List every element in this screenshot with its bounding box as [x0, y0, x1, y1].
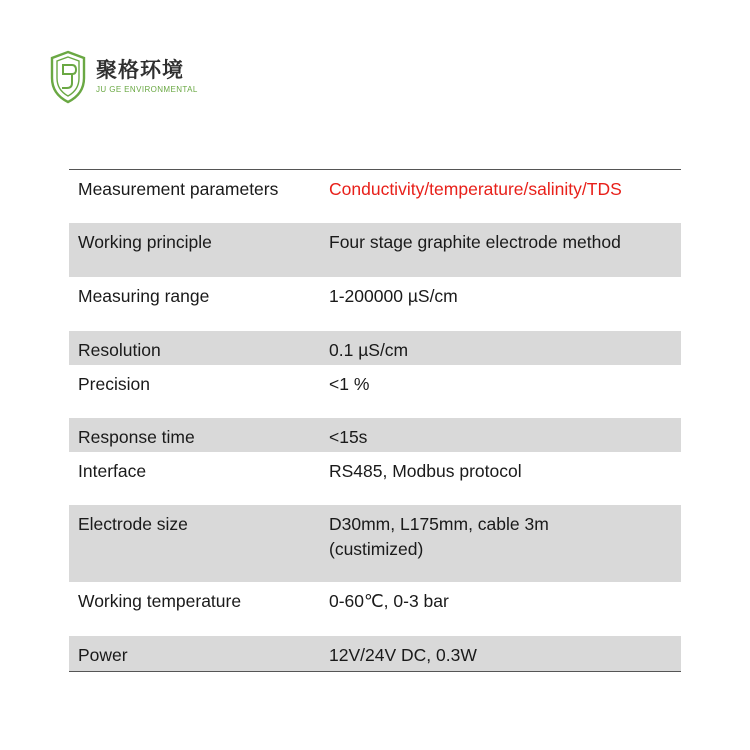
- spec-label: Interface: [78, 461, 147, 481]
- spec-value: Four stage graphite electrode method: [329, 232, 621, 252]
- spec-row-precision: [69, 365, 681, 418]
- spec-label: Power: [78, 645, 128, 665]
- spec-row-measurement-parameters: [69, 170, 681, 223]
- spec-row-resolution: [69, 331, 681, 365]
- spec-row-interface: [69, 452, 681, 505]
- spec-row-measuring-range: [69, 277, 681, 331]
- brand-name-cn: 聚格环境: [96, 58, 184, 82]
- spec-value: 0-60℃, 0-3 bar: [329, 591, 449, 611]
- spec-value: D30mm, L175mm, cable 3m: [329, 514, 549, 534]
- spec-value: 0.1 µS/cm: [329, 340, 409, 360]
- spec-value: <1 %: [329, 374, 370, 394]
- spec-label: Precision: [78, 374, 150, 394]
- spec-value: <15s: [329, 427, 368, 447]
- spec-value: 12V/24V DC, 0.3W: [329, 645, 477, 665]
- spec-label: Working principle: [78, 232, 212, 252]
- shield-logo-icon: [48, 50, 88, 104]
- spec-label: Electrode size: [78, 514, 188, 534]
- spec-row-electrode-size: [69, 505, 681, 582]
- spec-row-working-temperature: [69, 582, 681, 636]
- spec-label: Response time: [78, 427, 195, 447]
- brand-logo: [48, 50, 198, 104]
- spec-value-line2: (custimized): [329, 539, 424, 559]
- spec-table: [69, 169, 681, 672]
- spec-row-working-principle: [69, 223, 681, 277]
- spec-row-power: [69, 636, 681, 671]
- spec-label: Measuring range: [78, 286, 210, 306]
- brand-name-en: JU GE ENVIRONMENTAL: [96, 85, 198, 94]
- spec-label: Resolution: [78, 340, 161, 360]
- spec-label: Measurement parameters: [78, 179, 279, 199]
- spec-row-response-time: [69, 418, 681, 452]
- spec-value: Conductivity/temperature/salinity/TDS: [329, 179, 622, 199]
- spec-value: 1-200000 µS/cm: [329, 286, 458, 306]
- spec-label: Working temperature: [78, 591, 242, 611]
- spec-value: RS485, Modbus protocol: [329, 461, 522, 481]
